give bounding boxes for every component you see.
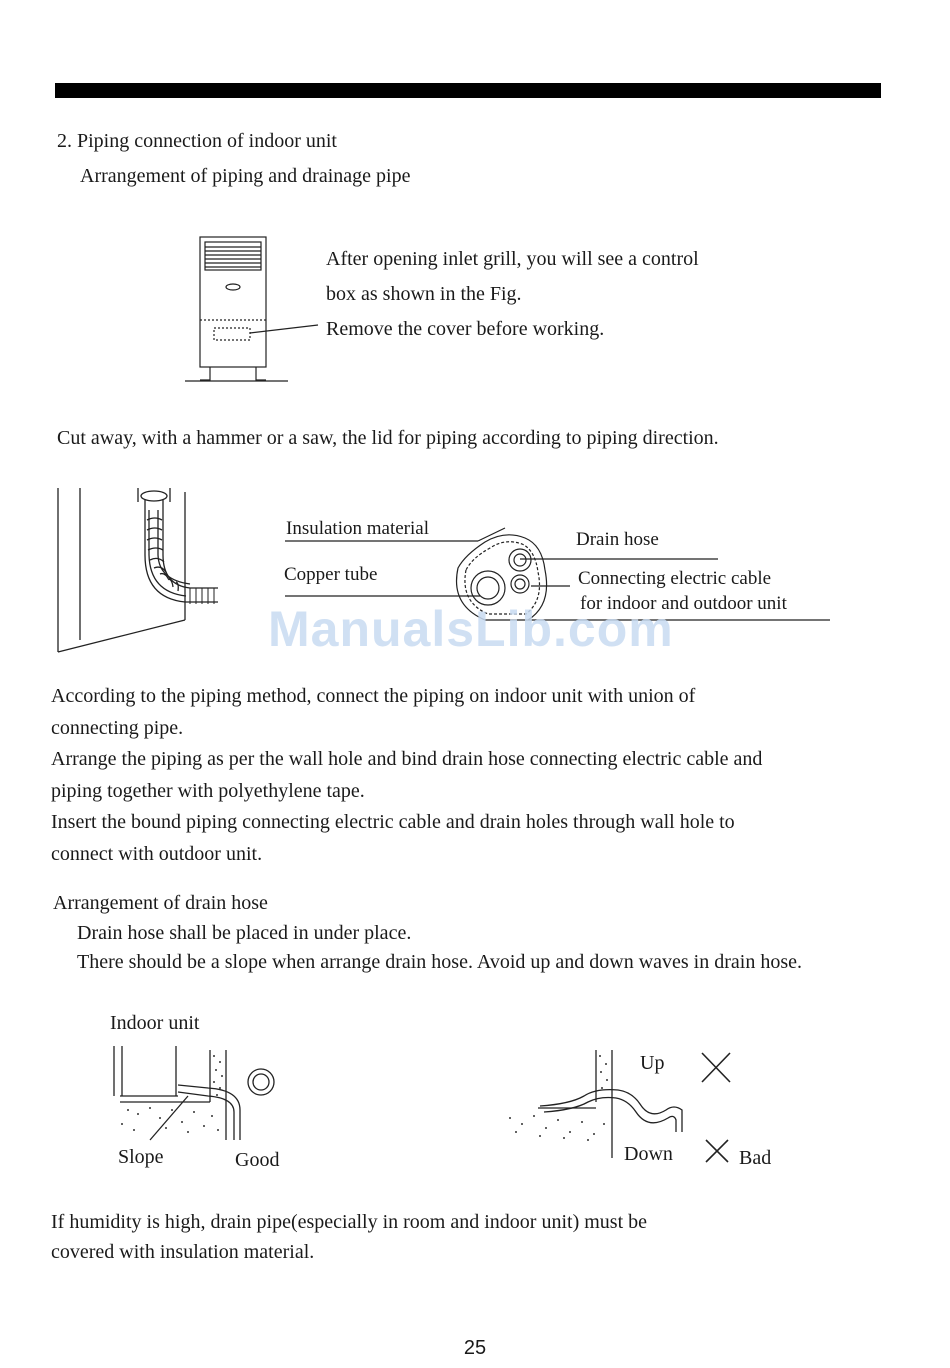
page-number: 25 xyxy=(463,1337,487,1359)
label-electric-cable-1: Connecting electric cable xyxy=(578,568,772,589)
control-box-line-3: Remove the cover before working. xyxy=(326,318,605,340)
cut-instruction: Cut away, with a hammer or a saw, the lid for piping according to piping direction. xyxy=(57,427,719,449)
drain-line-2: There should be a slope when arrange drain hose. Avoid up and down waves in drain hose. xyxy=(77,951,802,973)
control-box-line-2: box as shown in the Fig. xyxy=(326,283,522,305)
section-subheading: Arrangement of piping and drainage pipe xyxy=(80,165,411,187)
label-insulation-material: Insulation material xyxy=(286,518,429,539)
watermark-logo: ManualsLib.com xyxy=(268,601,674,657)
drain-line-1: Drain hose shall be placed in under place. xyxy=(77,922,412,944)
connect-line-1: According to the piping method, connect the piping on indoor unit with union of xyxy=(51,685,696,707)
label-up: Up xyxy=(640,1052,665,1074)
label-indoor-unit: Indoor unit xyxy=(110,1012,200,1034)
good-drain-figure xyxy=(108,1040,298,1150)
control-box-line-1: After opening inlet grill, you will see a control xyxy=(326,248,699,270)
label-down: Down xyxy=(624,1143,673,1165)
label-good: Good xyxy=(235,1149,280,1171)
section-heading: 2. Piping connection of indoor unit xyxy=(57,130,337,152)
label-drain-hose: Drain hose xyxy=(576,529,659,550)
connect-line-2: connecting pipe. xyxy=(51,717,184,739)
indoor-unit-figure xyxy=(180,232,330,388)
label-copper-tube: Copper tube xyxy=(284,564,378,585)
pipe-routing-figure xyxy=(50,480,240,660)
label-electric-cable-2: for indoor and outdoor unit xyxy=(580,593,787,614)
connect-line-4: piping together with polyethylene tape. xyxy=(51,780,365,802)
connect-line-5: Insert the bound piping connecting electric cable and drain holes through wall hole to xyxy=(51,811,735,833)
humidity-line-2: covered with insulation material. xyxy=(51,1241,315,1263)
header-rule xyxy=(55,83,881,98)
drain-heading: Arrangement of drain hose xyxy=(53,892,268,914)
connect-line-6: connect with outdoor unit. xyxy=(51,843,263,865)
label-bad: Bad xyxy=(739,1147,772,1169)
connect-line-3: Arrange the piping as per the wall hole and bind drain hose connecting electric cable and xyxy=(51,748,763,770)
humidity-line-1: If humidity is high, drain pipe(especially in room and indoor unit) must be xyxy=(51,1211,648,1233)
label-slope: Slope xyxy=(118,1146,164,1168)
